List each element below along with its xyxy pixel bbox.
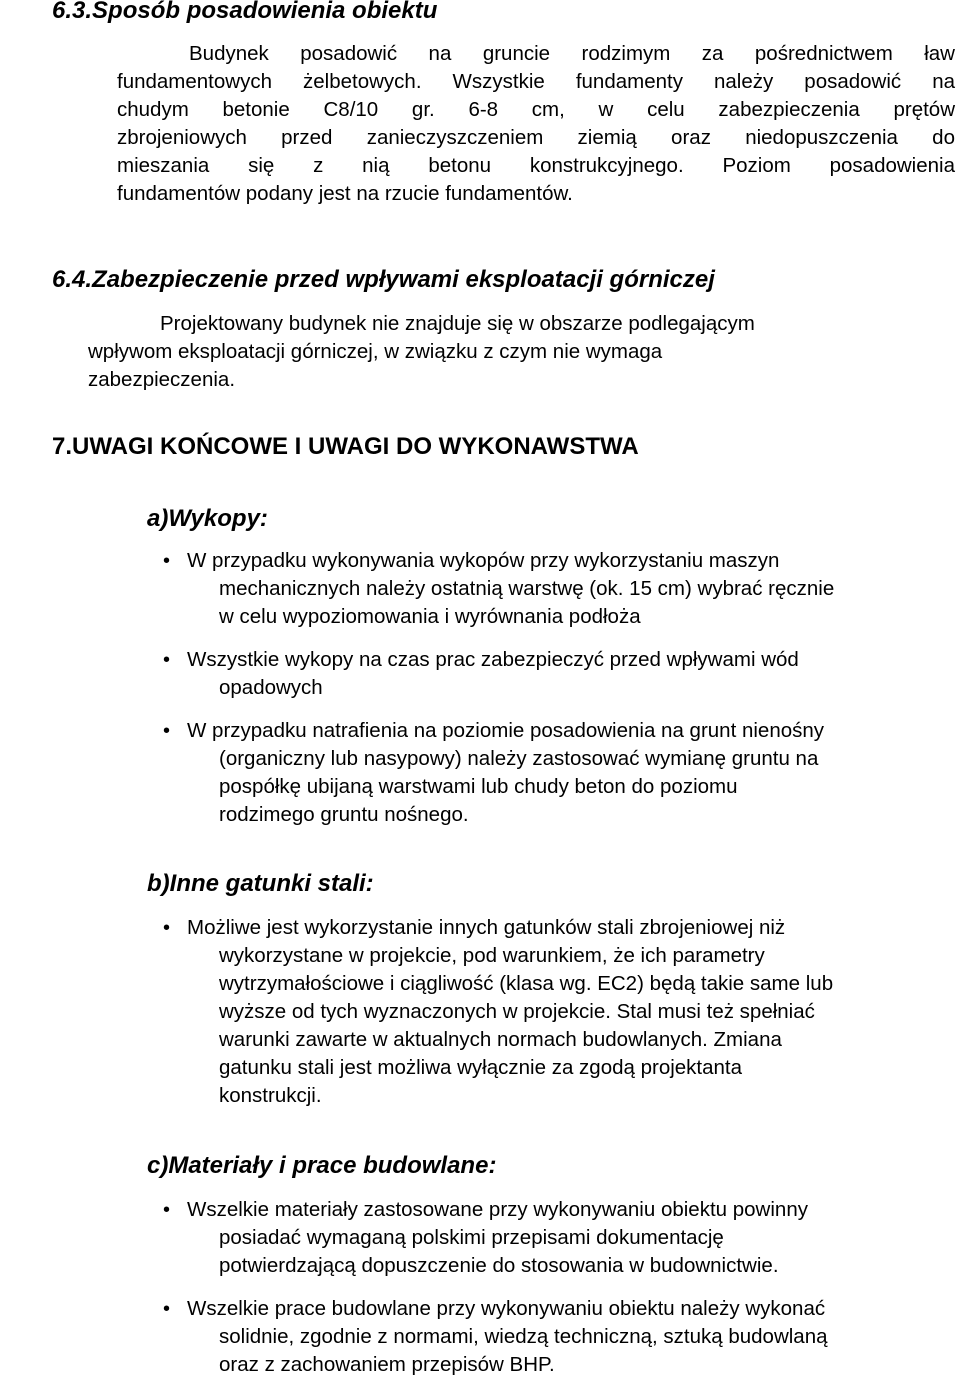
list-item-line: warunki zawarte w aktualnych normach budowlanych. Zmiana [219,1028,782,1051]
list-item-line: rodzimego gruntu nośnego. [219,803,469,826]
bullet-icon: • [163,917,171,939]
subsection-b-title [147,870,374,898]
list-item-line: solidnie, zgodnie z normami, wiedzą techniczną, sztuką budowlaną [219,1325,828,1348]
list-item-line: Wszelkie materiały zastosowane przy wykonywaniu obiektu powinny [187,1198,808,1221]
list-item-line: potwierdzającą dopuszczenie do stosowania w budownictwie. [219,1254,779,1277]
paragraph-line: wpływom eksploatacji górniczej, w związku z czym nie wymaga [88,340,663,363]
section-7-title [52,433,639,461]
list-item-line: gatunku stali jest możliwa wyłącznie za zgodą projektanta [219,1056,743,1079]
list-item-line: pospółkę ubijaną warstwami lub chudy beton do poziomu [219,775,738,798]
list-item-line: wykorzystane w projekcie, pod warunkiem, że ich parametry [219,944,765,967]
list-item-line: konstrukcji. [219,1084,322,1107]
bullet-icon: • [163,550,171,572]
paragraph-line: Projektowany budynek nie znajduje się w obszarze podlegającym [160,312,755,335]
section-6-3-title [52,0,437,25]
subsection-b-title-text: b)Inne gatunki stali: [147,870,374,897]
bullet-icon: • [163,649,171,671]
list-item [163,1196,808,1280]
list-item-line: Wszelkie prace budowlane przy wykonywaniu obiektu należy wykonać [187,1297,826,1320]
list-item-line: Możliwe jest wykorzystanie innych gatunków stali zbrojeniowej niż [187,916,786,939]
paragraph-line: zbrojeniowych przed zanieczyszczeniem ziemią oraz niedopuszczenia do [117,126,955,149]
list-item [163,717,824,829]
section-6-4-paragraph [88,310,755,394]
section-6-3-paragraph [117,40,955,208]
paragraph-line: chudym betonie C8/10 gr. 6-8 cm, w celu zabezpieczenia prętów [117,98,955,121]
list-item [163,547,834,631]
subsection-c-title [147,1152,496,1180]
list-item [163,1295,828,1379]
section-6-4-title [52,266,715,294]
subsection-c-title-text: c)Materiały i prace budowlane: [147,1152,497,1179]
list-item [163,646,799,702]
list-item-line: w celu wypoziomowania i wyrównania podłoża [219,605,641,628]
section-6-3-title-text: 6.3.Sposób posadowienia obiektu [52,0,438,24]
list-item-line: Wszystkie wykopy na czas prac zabezpieczyć przed wpływami wód [187,648,799,671]
paragraph-line: Budynek posadowić na gruncie rodzimym za pośrednictwem ław [189,42,955,65]
section-7-title-text: 7.UWAGI KOŃCOWE I UWAGI DO WYKONAWSTWA [52,433,639,460]
list-item-line: W przypadku wykonywania wykopów przy wykorzystaniu maszyn [187,549,780,572]
section-6-4-title-text: 6.4.Zabezpieczenie przed wpływami eksploatacji górniczej [52,266,715,293]
bullet-icon: • [163,720,171,742]
subsection-a-title-text: a)Wykopy: [147,505,268,532]
list-item-line: (organiczny lub nasypowy) należy zastosować wymianę gruntu na [219,747,819,770]
list-item-line: opadowych [219,676,323,699]
list-item-line: posiadać wymaganą polskimi przepisami dokumentację [219,1226,724,1249]
list-item-line: oraz z zachowaniem przepisów BHP. [219,1353,555,1376]
list-item-line: wytrzymałościowe i ciągliwość (klasa wg. EC2) będą takie same lub [219,972,834,995]
paragraph-line: fundamentów podany jest na rzucie fundamentów. [117,182,573,205]
list-item-line: W przypadku natrafienia na poziomie posadowienia na grunt nienośny [187,719,825,742]
bullet-icon: • [163,1199,171,1221]
paragraph-line: fundamentowych żelbetowych. Wszystkie fundamenty należy posadowić na [117,70,955,93]
bullet-icon: • [163,1298,171,1320]
list-item-line: wyższe od tych wyznaczonych w projekcie. Stal musi też spełniać [219,1000,815,1023]
paragraph-line: zabezpieczenia. [88,368,236,391]
list-item-line: mechanicznych należy ostatnią warstwę (ok. 15 cm) wybrać ręcznie [219,577,835,600]
paragraph-line: mieszania się z nią betonu konstrukcyjnego. Poziom posadowienia [117,154,955,177]
list-item [163,914,833,1110]
subsection-a-title [147,505,268,533]
